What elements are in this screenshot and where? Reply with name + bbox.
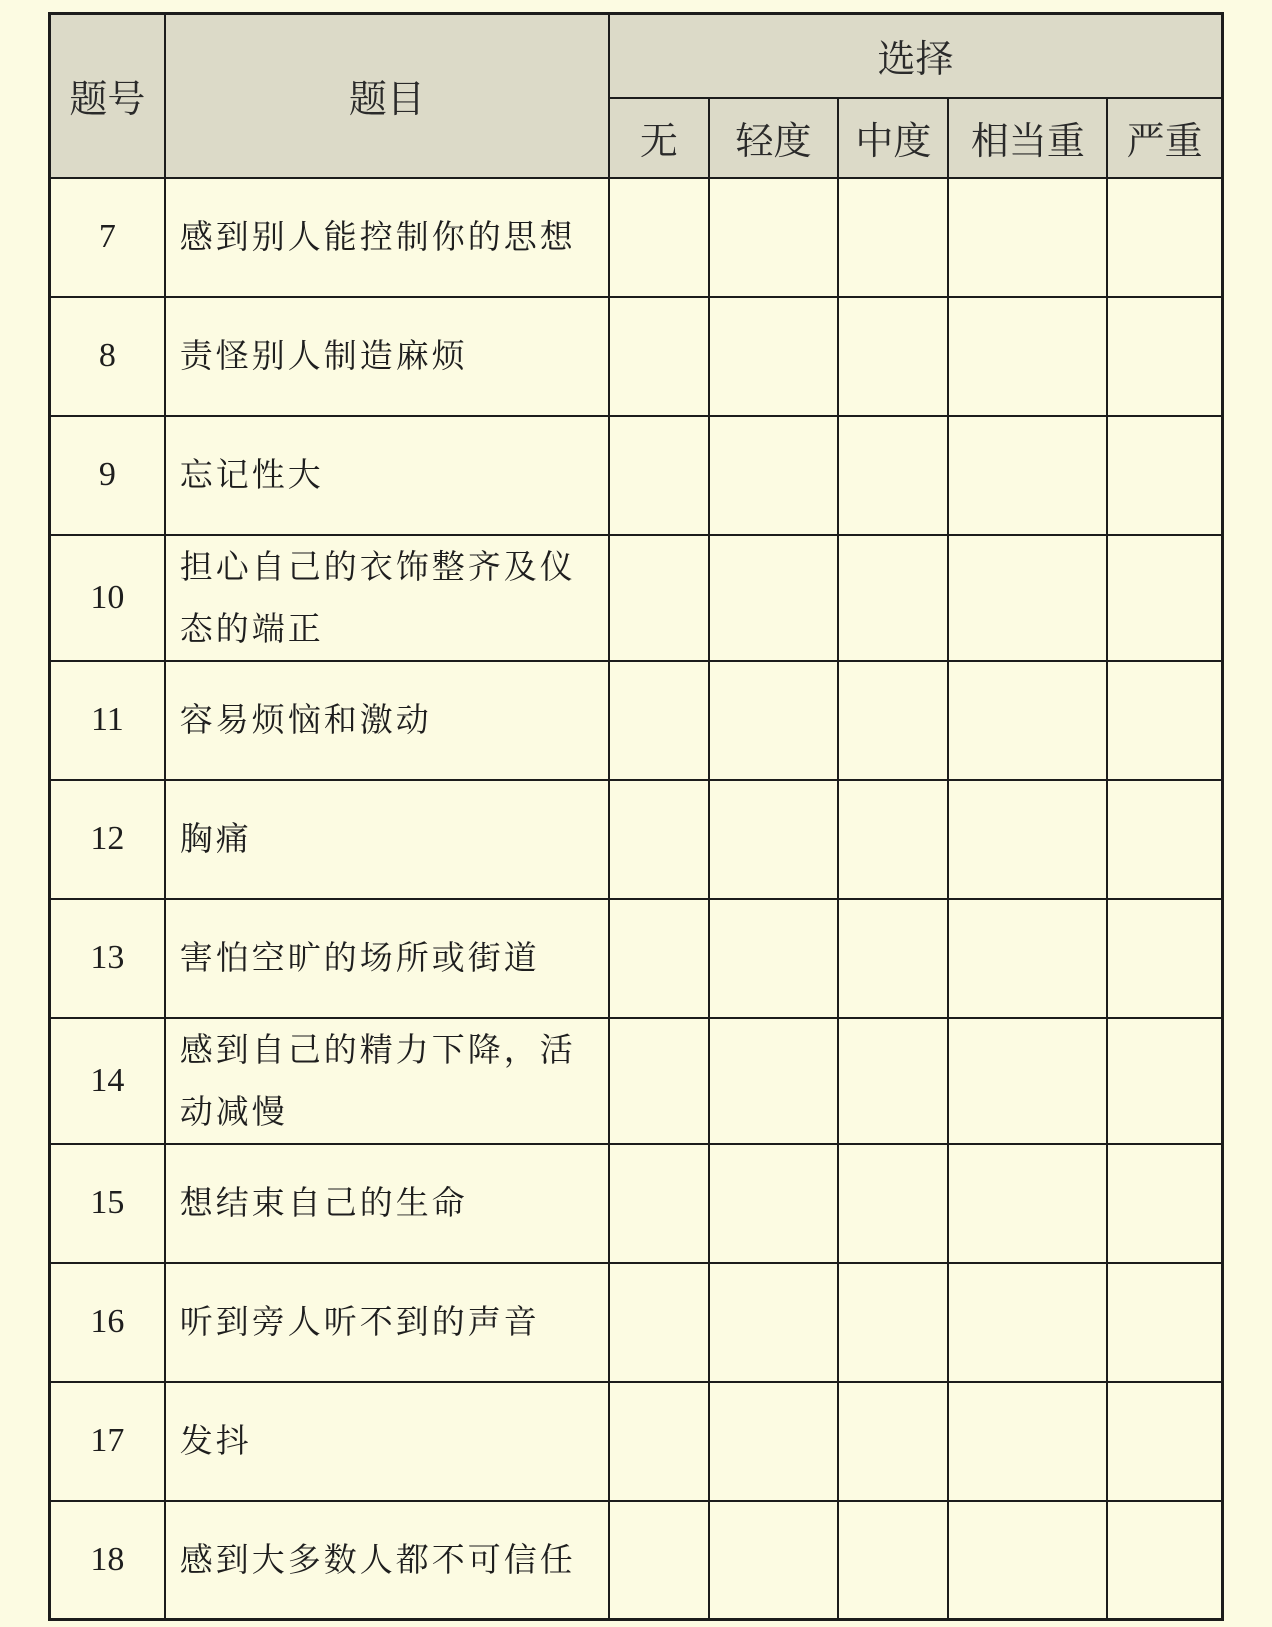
- choice-cell-severe[interactable]: [1107, 535, 1222, 661]
- table-row: [50, 297, 1223, 416]
- table-row: [50, 1263, 1223, 1382]
- choice-cell-fairly-severe[interactable]: [948, 780, 1107, 899]
- choice-cell-moderate[interactable]: [838, 416, 948, 535]
- choice-cell-severe[interactable]: [1107, 1144, 1222, 1263]
- choice-cell-severe[interactable]: [1107, 899, 1222, 1018]
- header-number: 题号: [50, 14, 165, 178]
- choice-cell-fairly-severe[interactable]: [948, 1501, 1107, 1620]
- question-number: 11: [50, 661, 165, 780]
- choice-cell-none[interactable]: [609, 1018, 709, 1144]
- question-text: 感到大多数人都不可信任: [165, 1501, 609, 1620]
- choice-cell-severe[interactable]: [1107, 416, 1222, 535]
- question-number: 14: [50, 1018, 165, 1144]
- question-number: 18: [50, 1501, 165, 1620]
- choice-cell-none[interactable]: [609, 1501, 709, 1620]
- choice-cell-mild[interactable]: [709, 661, 839, 780]
- choice-cell-moderate[interactable]: [838, 1382, 948, 1501]
- question-number: 8: [50, 297, 165, 416]
- choice-cell-none[interactable]: [609, 297, 709, 416]
- choice-cell-mild[interactable]: [709, 178, 839, 297]
- choice-cell-fairly-severe[interactable]: [948, 535, 1107, 661]
- choice-cell-moderate[interactable]: [838, 1018, 948, 1144]
- header-choice-mild: 轻度: [709, 98, 839, 178]
- choice-cell-mild[interactable]: [709, 780, 839, 899]
- choice-cell-moderate[interactable]: [838, 297, 948, 416]
- question-number: 9: [50, 416, 165, 535]
- choice-cell-severe[interactable]: [1107, 178, 1222, 297]
- choice-cell-none[interactable]: [609, 416, 709, 535]
- question-number: 17: [50, 1382, 165, 1501]
- choice-cell-none[interactable]: [609, 178, 709, 297]
- choice-cell-moderate[interactable]: [838, 899, 948, 1018]
- table-row: [50, 178, 1223, 297]
- choice-cell-none[interactable]: [609, 535, 709, 661]
- question-number: 13: [50, 899, 165, 1018]
- choice-cell-fairly-severe[interactable]: [948, 1018, 1107, 1144]
- table-row: [50, 416, 1223, 535]
- question-text: 感到别人能控制你的思想: [165, 178, 609, 297]
- choice-cell-fairly-severe[interactable]: [948, 661, 1107, 780]
- choice-cell-mild[interactable]: [709, 1144, 839, 1263]
- question-text: 责怪别人制造麻烦: [165, 297, 609, 416]
- header-choice-moderate: 中度: [838, 98, 948, 178]
- choice-cell-fairly-severe[interactable]: [948, 178, 1107, 297]
- question-text: 发抖: [165, 1382, 609, 1501]
- question-number: 15: [50, 1144, 165, 1263]
- header-question: 题目: [165, 14, 609, 178]
- symptom-questionnaire-table: [48, 12, 1224, 1621]
- question-text: 胸痛: [165, 780, 609, 899]
- question-number: 7: [50, 178, 165, 297]
- table-row: [50, 661, 1223, 780]
- question-number: 12: [50, 780, 165, 899]
- question-text: 忘记性大: [165, 416, 609, 535]
- header-choice-group: 选择: [609, 14, 1223, 98]
- choice-cell-moderate[interactable]: [838, 1144, 948, 1263]
- question-text: 容易烦恼和激动: [165, 661, 609, 780]
- question-text: 听到旁人听不到的声音: [165, 1263, 609, 1382]
- table-row: [50, 1382, 1223, 1501]
- question-text: 感到自己的精力下降，活动减慢: [165, 1018, 609, 1144]
- choice-cell-moderate[interactable]: [838, 661, 948, 780]
- choice-cell-moderate[interactable]: [838, 1263, 948, 1382]
- table-header: [50, 14, 1223, 178]
- choice-cell-severe[interactable]: [1107, 1501, 1222, 1620]
- choice-cell-moderate[interactable]: [838, 535, 948, 661]
- choice-cell-severe[interactable]: [1107, 780, 1222, 899]
- choice-cell-fairly-severe[interactable]: [948, 899, 1107, 1018]
- header-choice-none: 无: [609, 98, 709, 178]
- choice-cell-severe[interactable]: [1107, 661, 1222, 780]
- choice-cell-mild[interactable]: [709, 899, 839, 1018]
- question-text: 想结束自己的生命: [165, 1144, 609, 1263]
- header-choice-fairly-severe: 相当重: [948, 98, 1107, 178]
- table-row: [50, 1018, 1223, 1144]
- choice-cell-moderate[interactable]: [838, 780, 948, 899]
- choice-cell-fairly-severe[interactable]: [948, 416, 1107, 535]
- choice-cell-none[interactable]: [609, 1382, 709, 1501]
- choice-cell-mild[interactable]: [709, 1263, 839, 1382]
- question-number: 16: [50, 1263, 165, 1382]
- choice-cell-none[interactable]: [609, 899, 709, 1018]
- choice-cell-mild[interactable]: [709, 297, 839, 416]
- choice-cell-severe[interactable]: [1107, 1018, 1222, 1144]
- choice-cell-mild[interactable]: [709, 1382, 839, 1501]
- choice-cell-none[interactable]: [609, 1263, 709, 1382]
- choice-cell-mild[interactable]: [709, 535, 839, 661]
- choice-cell-fairly-severe[interactable]: [948, 1144, 1107, 1263]
- choice-cell-moderate[interactable]: [838, 1501, 948, 1620]
- table-row: [50, 535, 1223, 661]
- choice-cell-severe[interactable]: [1107, 297, 1222, 416]
- table-body: [50, 178, 1223, 1620]
- table-row: [50, 780, 1223, 899]
- choice-cell-moderate[interactable]: [838, 178, 948, 297]
- choice-cell-none[interactable]: [609, 780, 709, 899]
- table-row: [50, 1501, 1223, 1620]
- question-text: 担心自己的衣饰整齐及仪态的端正: [165, 535, 609, 661]
- table-row: [50, 1144, 1223, 1263]
- choice-cell-none[interactable]: [609, 661, 709, 780]
- choice-cell-fairly-severe[interactable]: [948, 1382, 1107, 1501]
- choice-cell-severe[interactable]: [1107, 1263, 1222, 1382]
- choice-cell-mild[interactable]: [709, 1018, 839, 1144]
- choice-cell-mild[interactable]: [709, 416, 839, 535]
- question-number: 10: [50, 535, 165, 661]
- choice-cell-severe[interactable]: [1107, 1382, 1222, 1501]
- table-row: [50, 899, 1223, 1018]
- choice-cell-fairly-severe[interactable]: [948, 297, 1107, 416]
- question-text: 害怕空旷的场所或街道: [165, 899, 609, 1018]
- choice-cell-mild[interactable]: [709, 1501, 839, 1620]
- header-choice-severe: 严重: [1107, 98, 1222, 178]
- choice-cell-none[interactable]: [609, 1144, 709, 1263]
- choice-cell-fairly-severe[interactable]: [948, 1263, 1107, 1382]
